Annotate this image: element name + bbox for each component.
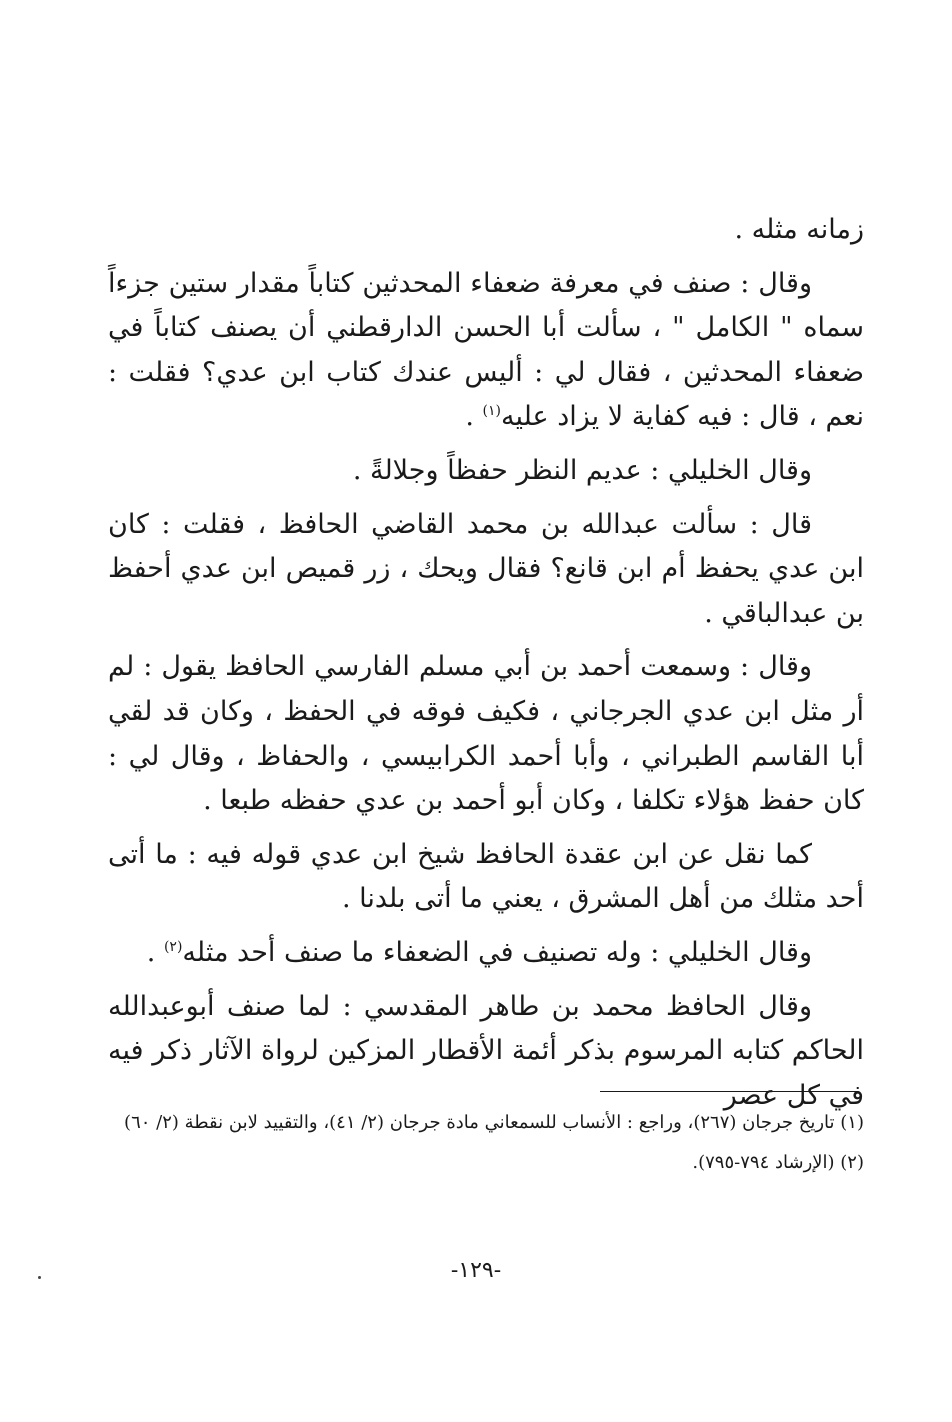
page-number: -١٢٩- bbox=[450, 1258, 502, 1283]
footnotes bbox=[108, 1103, 864, 1183]
paragraph-ibn-uqda: كما نقل عن ابن عقدة الحافظ شيخ ابن عدي قوله فيه : ما أتى أحد مثلك من أهل المشرق ، يعني ما أتى بلدنا . bbox=[108, 838, 864, 915]
paragraph-khalili-2-text: وقال الخليلي : وله تصنيف في الضعفاء ما صنف أحد مثله bbox=[182, 936, 812, 968]
paragraph-khalili-1: وقال الخليلي : عديم النظر حفظاً وجلالةً . bbox=[352, 454, 812, 486]
paragraph-continuation: زمانه مثله . bbox=[734, 214, 864, 245]
paragraph-khalili-2-end: . bbox=[146, 936, 164, 968]
footnote-divider bbox=[600, 1091, 858, 1092]
main-text bbox=[108, 208, 864, 1118]
footnote-ref-1[interactable]: (١) bbox=[482, 403, 501, 420]
paragraph-kamil-end: . bbox=[465, 401, 483, 433]
paragraph-kamil-text: وقال : صنف في معرفة ضعفاء المحدثين كتاباً مقدار ستين جزءاً سماه " الكامل " ، سألت أبا الحسن الدارقطني أن يصنف كتاباً في ضعفاء المحدثين ، فقال لي : أليس عندك كتاب ابن عدي؟ فقلت : نعم ، قال : فيه كفاية لا يزاد عليه bbox=[108, 267, 864, 433]
paragraph-kamil bbox=[108, 262, 864, 440]
paragraph-farisi: وقال : وسمعت أحمد بن أبي مسلم الفارسي الحافظ يقول : لم أر مثل ابن عدي الجرجاني ، فكيف فوقه في الحفظ ، وكان قد لقي أبا القاسم الطبراني ، وأبا أحمد الكرابيسي ، والحفاظ ، وقال لي : كان حفظ هؤلاء تكلفا ، وكان أبو أحمد بن عدي حفظه طبعا . bbox=[108, 651, 864, 817]
paragraph-maqdisi: وقال الحافظ محمد بن طاهر المقدسي : لما صنف أبوعبدالله الحاكم كتابه المرسوم بذكر أئمة الأقطار المزكين لرواة الآثار ذكر فيه في كل عصر bbox=[108, 990, 864, 1111]
scan-speck bbox=[38, 1276, 41, 1279]
footnote-1: (١) تاريخ جرجان (٢٦٧)، وراجع : الأنساب للسمعاني مادة جرجان (٢/ ٤١)، والتقييد لابن نقطة (٢/ ٦٠) bbox=[124, 1112, 864, 1133]
paragraph-qadi: قال : سألت عبدالله بن محمد القاضي الحافظ ، فقلت : كان ابن عدي يحفظ أم ابن قانع؟ فقال ويحك ، زر قميص ابن عدي أحفظ بن عبدالباقي . bbox=[108, 508, 864, 629]
paragraph-khalili-2 bbox=[108, 931, 864, 976]
footnote-ref-2[interactable]: (٢) bbox=[163, 938, 183, 955]
footnote-2: (٢) (الإرشاد ٧٩٤-٧٩٥). bbox=[692, 1152, 864, 1173]
